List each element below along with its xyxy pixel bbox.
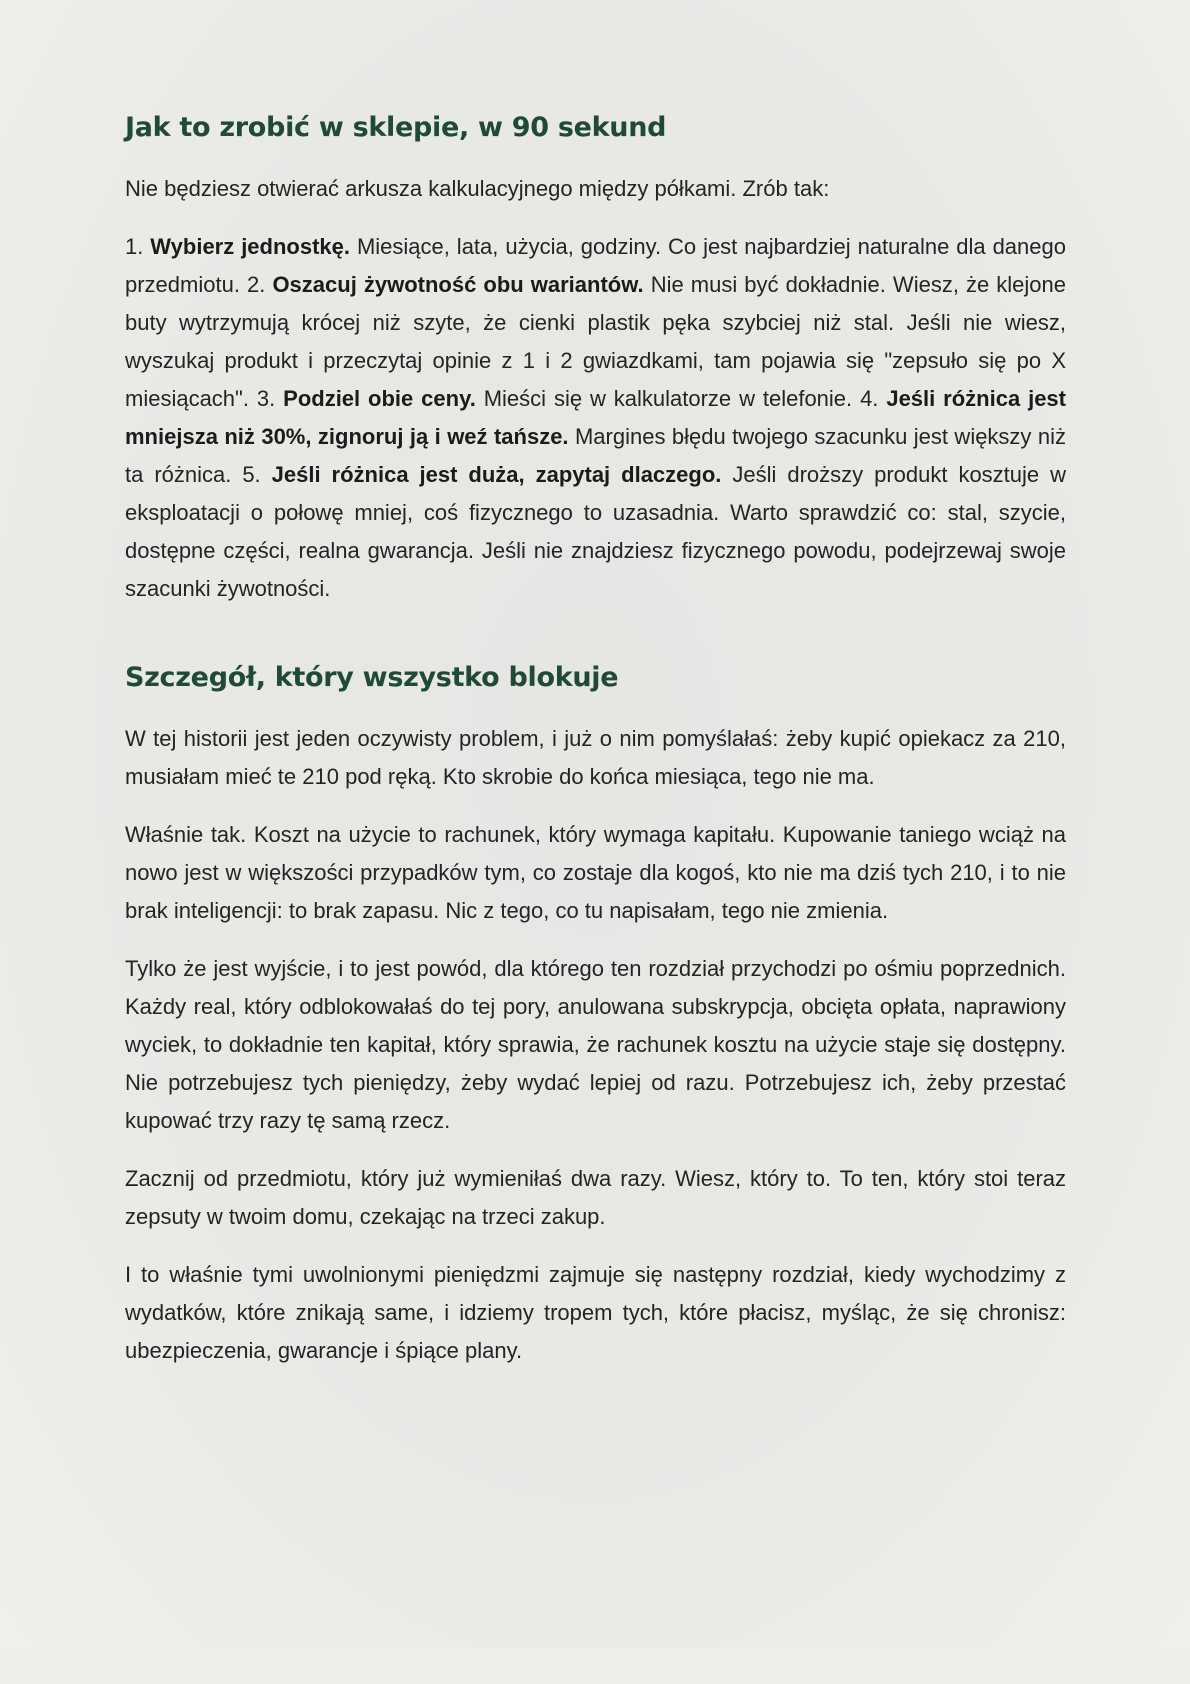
- step-2-text: Nie musi być dokładnie. Wiesz, że klejone buty wytrzymują krócej niż szyte, że cienki plastik pęka szybciej niż stal. Jeśli nie wiesz, wyszukaj produkt i przeczytaj opinie z 1 i 2 gwiazdkami, tam pojawia się "zepsuło się po X miesiącach".: [125, 272, 1067, 411]
- section-heading-blocker: Szczegół, który wszystko blokuje: [125, 662, 619, 693]
- body-paragraph: Tylko że jest wyjście, i to jest powód, dla którego ten rozdział przychodzi po ośmiu poprzednich. Każdy real, który odblokowałaś do tej pory, anulowana subskrypcja, obcięta opłata, naprawiony wyciek, to dokładnie ten kapitał, który sprawia, że rachunek kosztu na użycie staje się dostępny. Nie potrzebujesz tych pieniędzy, żeby wydać lepiej od razu. Potrzebujesz ich, żeby przestać kupować trzy razy tę samą rzecz.: [125, 956, 1066, 1133]
- body-paragraph: I to właśnie tymi uwolnionymi pieniędzmi zajmuje się następny rozdział, kiedy wychodzimy z wydatków, które znikają same, i idziemy tropem tych, które płacisz, myśląc, że się chronisz: ubezpieczenia, gwarancje i śpiące plany.: [125, 1262, 1066, 1363]
- step-3-number: 3.: [256, 386, 284, 411]
- step-2-title: Oszacuj żywotność obu wariantów.: [272, 272, 644, 297]
- step-1-title: Wybierz jednostkę.: [150, 234, 350, 259]
- step-4-number: 4.: [860, 386, 887, 411]
- document-content: [125, 110, 1066, 1390]
- body-paragraph: Właśnie tak. Koszt na użycie to rachunek, który wymaga kapitału. Kupowanie taniego wciąż na nowo jest w większości przypadków tym, co zostaje dla kogoś, kto nie ma dziś tych 210, i to nie brak inteligencji: to brak zapasu. Nic z tego, co tu napisałam, tego nie zmienia.: [125, 822, 1066, 923]
- steps-paragraph: [125, 228, 1066, 608]
- step-1-number: 1.: [125, 234, 151, 259]
- step-3-text: Mieści się w kalkulatorze w telefonie.: [475, 386, 861, 411]
- intro-paragraph: Nie będziesz otwierać arkusza kalkulacyjnego między półkami. Zrób tak:: [125, 176, 830, 201]
- step-5-text: Jeśli droższy produkt kosztuje w eksploatacji o połowę mniej, coś fizycznego to uzasadnia. Warto sprawdzić co: stal, szycie, dostępne części, realna gwarancja. Jeśli nie znajdziesz fizycznego powodu, podejrzewaj swoje szacunki żywotności.: [125, 462, 1067, 601]
- step-1-text: Miesiące, lata, użycia, godziny. Co jest najbardziej naturalne dla danego przedmiotu.: [125, 234, 1066, 297]
- section-heading-shop: Jak to zrobić w sklepie, w 90 sekund: [125, 112, 667, 143]
- step-5-title: Jeśli różnica jest duża, zapytaj dlaczego.: [271, 462, 722, 487]
- body-paragraph: Zacznij od przedmiotu, który już wymieniłaś dwa razy. Wiesz, który to. To ten, który stoi teraz zepsuty w twoim domu, czekając na trzeci zakup.: [125, 1166, 1066, 1229]
- body-paragraph: W tej historii jest jeden oczywisty problem, i już o nim pomyślałaś: żeby kupić opiekacz za 210, musiałam mieć te 210 pod ręką. Kto skrobie do końca miesiąca, tego nie ma.: [125, 726, 1066, 789]
- step-2-number: 2.: [247, 272, 273, 297]
- step-5-number: 5.: [242, 462, 272, 487]
- step-4-title: Jeśli różnica jest mniejsza niż 30%, zignoruj ją i weź tańsze.: [125, 386, 1066, 449]
- step-3-title: Podziel obie ceny.: [283, 386, 476, 411]
- step-4-text: Margines błędu twojego szacunku jest większy niż ta różnica.: [125, 424, 1066, 487]
